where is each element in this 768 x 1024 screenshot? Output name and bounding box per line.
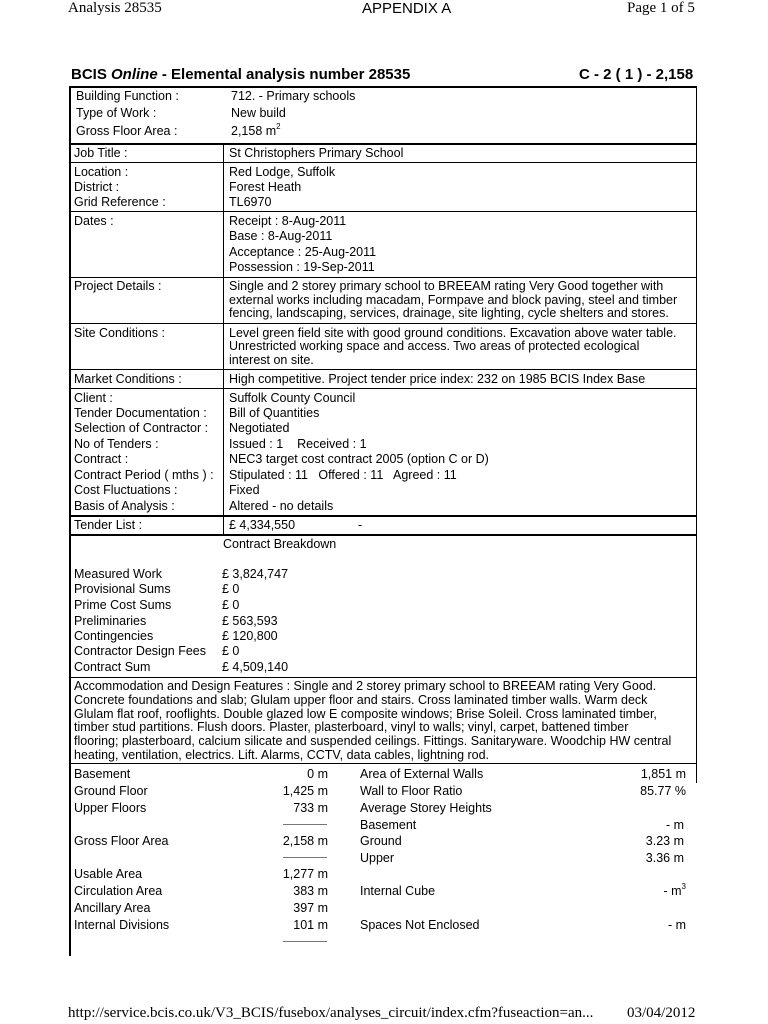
area-upper-floors-label: Upper Floors [74,801,147,815]
divider-tender [69,534,697,536]
area-internal-divisions-value [228,918,328,934]
contract-period-label: Contract Period ( mths ) : [74,468,214,482]
divider-site [69,369,697,370]
header-appendix: APPENDIX A [362,0,452,17]
date-possession: Possession : 19-Sep-2011 [229,260,375,274]
date-acceptance: Acceptance : 25-Aug-2011 [229,245,377,259]
district-value: Forest Heath [229,180,302,194]
footer-url: http://service.bcis.co.uk/V3_BCIS/fusebox/analyses_circuit/index.cfm?fuseaction=an... [68,1005,594,1021]
project-details-line: fencing, landscaping, services, drainage, site lighting, cycle shelters and stores. [229,306,669,320]
cost-fluctuations-label: Cost Fluctuations : [74,483,178,497]
breakdown-row-label: Preliminaries [74,614,147,628]
client-label: Client : [74,391,113,405]
location-label: Location : [74,165,129,179]
project-details-line: Single and 2 storey primary school to BREEAM rating Very Good together with [229,279,664,293]
area-ground-floor-label: Ground Floor [74,784,148,798]
type-of-work-label: Type of Work : [76,106,157,120]
divider-location [69,211,697,212]
breakdown-row-label: Contingencies [74,629,154,643]
market-conditions-label: Market Conditions : [74,372,182,386]
wall-floor-ratio-value: 85.77 % [640,784,686,798]
breakdown-row-value: £ 4,509,140 [222,660,289,674]
height-basement-label: Basement [360,818,417,832]
spaces-not-enclosed-label: Spaces Not Enclosed [360,918,480,932]
breakdown-row-value: £ 0 [222,644,240,658]
contract-label: Contract : [74,452,129,466]
date-base: Base : 8-Aug-2011 [229,229,333,243]
area-basement-label: Basement [74,767,131,781]
frame-right-line [696,86,697,783]
basis-of-analysis-value: Altered - no details [229,499,334,513]
gross-floor-area-value [231,124,281,140]
title-prefix: BCIS [71,66,112,83]
job-title-label: Job Title : [74,146,128,160]
internal-cube-number: - m [663,884,682,898]
internal-cube-value [584,884,686,900]
area-internal-divisions-label: Internal Divisions [74,918,170,932]
squared-unit: 2 [276,122,281,131]
tender-documentation-value: Bill of Quantities [229,406,320,420]
wall-floor-ratio-label: Wall to Floor Ratio [360,784,463,798]
tender-list-value: £ 4,334,550 [229,518,296,532]
no-of-tenders-label: No of Tenders : [74,437,159,451]
market-conditions-value: High competitive. Project tender price index: 232 on 1985 BCIS Index Base [229,372,646,386]
external-walls-value [584,767,686,783]
breakdown-row-value: £ 563,593 [222,614,278,628]
building-function-value: 712. - Primary schools [231,89,356,103]
area-ground-floor-number: 1,425 m [282,784,328,798]
cubed-unit: 3 [681,882,686,891]
no-of-tenders-value: Issued : 1 Received : 1 [229,437,367,451]
divider-breakdown [69,677,697,678]
divider-contract [69,515,697,517]
grid-reference-value: TL6970 [229,195,272,209]
spaces-not-enclosed-value [584,918,686,934]
gross-floor-area-number: 2,158 m [231,124,277,138]
contract-breakdown-heading: Contract Breakdown [223,537,337,551]
client-value: Suffolk County Council [229,391,356,405]
footer-date: 03/04/2012 [627,1005,696,1021]
breakdown-row-label: Provisional Sums [74,582,171,596]
title-rest: - Elemental analysis number 28535 [157,66,411,83]
height-ground-label: Ground [360,834,402,848]
breakdown-row-label: Prime Cost Sums [74,598,172,612]
analysis-code: C - 2 ( 1 ) - 2,158 [579,66,694,83]
area-ancillary-number: 397 m [293,901,328,915]
area-ground-floor-value [228,784,328,800]
accommodation-line: Accommodation and Design Features : Single and 2 storey primary school to BREEAM rating Very Good. [74,679,657,693]
title-online: Online [111,66,158,83]
breakdown-row-label: Measured Work [74,567,162,581]
frame-left-line [69,86,71,956]
district-label: District : [74,180,120,194]
building-function-label: Building Function : [76,89,179,103]
area-upper-floors-value [228,801,328,817]
site-conditions-line: Unrestricted working space and access. Two areas of protected ecological [229,339,640,353]
accommodation-line: Glulam flat roof, rooflights. Double glazed low E composite windows; Brise Soleil. Cross laminated timber, [74,707,657,721]
tender-list-label: Tender List : [74,518,143,532]
gross-floor-area-label: Gross Floor Area : [76,124,178,138]
height-ground-value: 3.23 m [645,834,684,848]
height-upper-label: Upper [360,851,395,865]
breakdown-row-value: £ 120,800 [222,629,278,643]
area-usable-number: 1,277 m [282,867,328,881]
accommodation-line: Concrete foundations and slab; Glulam upper floor and stairs. Cross laminated timber walls. Warm deck [74,693,648,707]
subtotal-rule [283,857,327,858]
area-gross-floor-label: Gross Floor Area [74,834,169,848]
selection-of-contractor-value: Negotiated [229,421,290,435]
external-walls-label: Area of External Walls [360,767,484,781]
tender-list-dash: - [358,518,363,532]
tender-documentation-label: Tender Documentation : [74,406,207,420]
accommodation-line: timber stud partitions. Flush doors. Plaster, plasterboard, vinyl to walls; vinyl, carpet, battened timber [74,720,629,734]
frame-top-line [69,86,697,88]
breakdown-row-value: £ 0 [222,598,240,612]
page-title [71,66,410,83]
header-page-number: Page 1 of 5 [627,0,695,16]
spaces-not-enclosed-number: - m [667,918,686,932]
area-basement-number: 0 m [307,767,328,781]
contract-value: NEC3 target cost contract 2005 (option C or D) [229,452,489,466]
internal-cube-label: Internal Cube [360,884,436,898]
cost-fluctuations-value: Fixed [229,483,260,497]
external-walls-number: 1,851 m [640,767,686,781]
area-circulation-value [228,884,328,900]
height-upper-value: 3.36 m [645,851,684,865]
height-basement-value: - m [665,818,684,832]
area-gross-floor-number: 2,158 m [282,834,328,848]
accommodation-line: flooring; plasterboard, calcium silicate and suspended ceilings. Fittings. Sanitaryware. Woodchip HW central [74,734,672,748]
site-conditions-line: Level green field site with good ground conditions. Excavation above water table. [229,326,677,340]
area-circulation-label: Circulation Area [74,884,163,898]
area-ancillary-value [228,901,328,917]
label-divider-line [223,143,224,535]
area-circulation-number: 383 m [293,884,328,898]
job-title-value: St Christophers Primary School [229,146,404,160]
area-upper-floors-number: 733 m [293,801,328,815]
project-details-label: Project Details : [74,279,162,293]
header-analysis-number: Analysis 28535 [68,0,162,16]
site-conditions-label: Site Conditions : [74,326,166,340]
divider-building [69,143,697,145]
project-details-line: external works including macadam, Formpave and block paving, steel and timber [229,293,678,307]
area-usable-value [228,867,328,883]
subtotal-rule [283,941,327,942]
area-basement-value [228,767,328,783]
date-receipt: Receipt : 8-Aug-2011 [229,214,347,228]
breakdown-row-value: £ 3,824,747 [222,567,289,581]
site-conditions-line: interest on site. [229,353,314,367]
contract-period-value: Stipulated : 11 Offered : 11 Agreed : 11 [229,468,457,482]
basis-of-analysis-label: Basis of Analysis : [74,499,175,513]
accommodation-line: heating, ventilation, electrics. Lift. Alarms, CCTV, data cables, lightning rod. [74,748,490,762]
divider-dates [69,277,697,278]
selection-of-contractor-label: Selection of Contractor : [74,421,209,435]
breakdown-row-label: Contract Sum [74,660,151,674]
dates-label: Dates : [74,214,114,228]
divider-project [69,323,697,324]
location-value: Red Lodge, Suffolk [229,165,336,179]
breakdown-row-label: Contractor Design Fees [74,644,207,658]
area-usable-label: Usable Area [74,867,143,881]
breakdown-row-value: £ 0 [222,582,240,596]
divider-market [69,388,697,389]
divider-job [69,162,697,163]
average-storey-heights-label: Average Storey Heights [360,801,492,815]
area-internal-divisions-number: 101 m [293,918,328,932]
area-gross-floor-value [228,834,328,850]
subtotal-rule [283,824,327,825]
grid-reference-label: Grid Reference : [74,195,166,209]
area-ancillary-label: Ancillary Area [74,901,151,915]
type-of-work-value: New build [231,106,286,120]
